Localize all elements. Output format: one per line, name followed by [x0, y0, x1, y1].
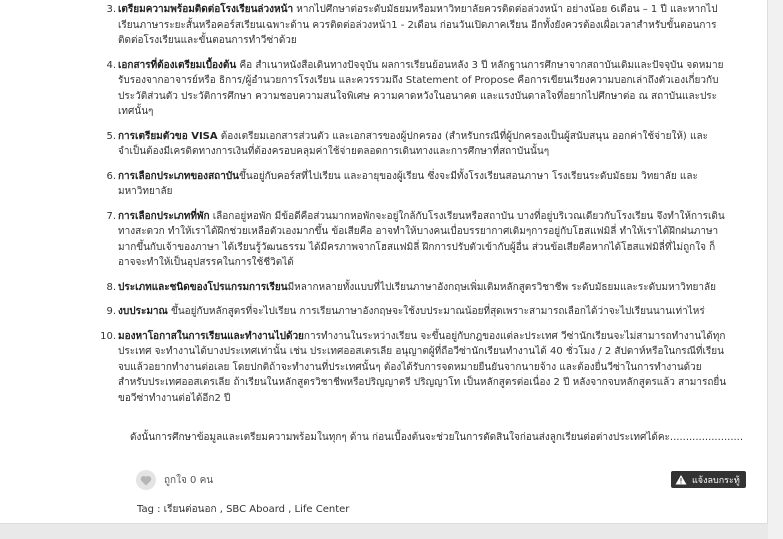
item-heading: เอกสารที่ต้องเตรียมเบื้องต้น	[118, 59, 237, 71]
item-body: ขึ้นอยู่กับคอร์สที่ไปเรียน และอายุของผู้เรียน ซึ่งจะมีทั้งโรงเรียนสอนภาษา โรงเรียนระดับมัธยม วิทยาลัย และมหาวิทยาลัย	[118, 170, 698, 197]
list-item	[106, 129, 730, 160]
like-section	[136, 470, 213, 490]
item-number: 7.	[106, 210, 116, 222]
list-item	[106, 169, 730, 200]
item-number: 6.	[106, 170, 116, 182]
item-number: 4.	[106, 59, 116, 71]
item-heading: เตรียมความพร้อมติดต่อโรงเรียนล่วงหน้า	[118, 4, 294, 15]
item-body: เลือกอยู่หอพัก มีข้อดีคือส่วนมากหอพักจะอยู่ใกล้กับโรงเรียนหรือสถาบัน บางที่อยู่บริเวณเดียวกับโรงเรียน จึงทำให้การเดินทางสะดวก ทำให้เราได้ฝึกช่วยเหลือตัวเองมากขึ้น ข้อเสียคือ อาจทำให้บางคนเบื่อบรรยากาศเดิมๆการอยู่กับโฮสแฟมิลี่ ทำให้เราได้ฝึกฝนภาษามากขึ้นกับเจ้าของภาษา ได้เรียนรู้วัฒนธรรม ได้มีครภาพจากโฮสแฟมิลี่ ฝึกการปรับตัวเข้ากับผู้อื่น ส่วนข้อเสียคือหากได้โฮสแฟมิลี่ที่ไม่ถูกใจ ก็อาจจะทำให้เป็นอุปสรรคในการใช้ชีวิตได้	[118, 210, 725, 268]
item-heading: ประเภทและชนิดของโปรแกรมการเรียน	[118, 281, 288, 293]
item-heading: การเลือกประเภทของสถาบัน	[118, 170, 240, 182]
warning-icon	[675, 474, 687, 486]
item-number: 8.	[106, 281, 116, 293]
tags-prefix: Tag :	[137, 504, 164, 515]
list-item	[106, 280, 730, 296]
item-heading: งบประมาณ	[118, 306, 168, 317]
item-number: 9.	[106, 306, 116, 317]
item-number: 3.	[106, 4, 116, 15]
report-post-button[interactable]	[671, 471, 746, 488]
report-label: แจ้งลบกระทู้	[692, 475, 740, 486]
item-body: หากไปศึกษาต่อระดับมัธยมหรือมหาวิทยาลัยควรติดต่อล่วงหน้า อย่างน้อย 6เดือน – 1 ปี และหากไปเรียนภาษาระยะสั้นหรือคอร์สเรียนเฉพาะด้าน ควรติดต่อล่วงหน้า1 - 2เดือน ก่อนวันเปิดภาคเรียน อีกทั้งยังควรต้องเผื่อเวลาสำหรับขั้นตอนการติดต่อโรงเรียนและขั้นตอนการทำวีซ่าด้วย	[118, 4, 718, 46]
item-number: 5.	[106, 130, 116, 142]
list-item	[106, 209, 730, 271]
item-body: ต้องเตรียมเอกสารส่วนตัว และเอกสารของผู้ปกครอง (สำหรับกรณีที่ผู้ปกครองเป็นผู้สนับสนุน ออกค่าใช้จ่ายให้) และจำเป็นต้องมีเครดิตทางการเงินที่ต้องครอบคลุมค่าใช้จ่ายตลอดการเดินทางและการศึกษาที่สถาบันนั้นๆ	[118, 130, 708, 157]
page-scrollbar[interactable]	[768, 0, 783, 539]
like-button[interactable]	[136, 470, 156, 490]
item-body: การทำงานในระหว่างเรียน จะขึ้นอยู่กับกฎของแต่ละประเทศ วีซ่านักเรียนจะไม่สามารถทำงานได้ทุกประเทศ จะทำงานได้บางประเทศเท่านั้น เช่น ประเทศออสเตรเลีย อนุญาตผู้ที่ถือวีซ่านักเรียนทำงานได้ 40 ชั่วโมง / 2 สัปดาห์หรือในกรณีที่เรียนจบแล้วอยากทำงานต่อเลย โดยปกติถ้าจะทำงานที่ประเทศนั้นๆ ต้องได้รับการจดหมายยืนยันจากนายจ้าง และต้องยื่นวีซ่าในการทำงานด้วย สำหรับประเทศออสเตรเลีย ถ้าเรียนในหลักสูตรวิชาชีพหรือปริญญาตรี ปริญญาโท เป็นหลักสูตรต่อเนื่อง 2 ปี หลังจากจบหลักสูตรแล้ว สามารถยื่นขอวีซ่าทำงานต่อได้อีก2 ปี	[118, 330, 727, 404]
item-heading: การเลือกประเภทที่พัก	[118, 210, 210, 222]
tags-line	[137, 502, 349, 517]
item-body: ขึ้นอยู่กับหลักสูตรที่จะไปเรียน การเรียนภาษาอังกฤษจะใช้งบประมาณน้อยที่สุดเพราะสามารถเลือกได้ว่าจะไปเรียนนานเท่าไหร่	[167, 306, 705, 317]
list-item	[106, 58, 730, 120]
like-count-label: ถูกใจ 0 คน	[164, 474, 214, 486]
tips-list	[100, 2, 730, 415]
item-number: 10.	[100, 330, 116, 342]
conclusion-text: ดังนั้นการศึกษาข้อมูลและเตรียมความพร้อมในทุกๆ ด้าน ก่อนเบื้องต้นจะช่วยในการตัดสินใจก่อนส่งลูกเรียนต่อต่างประเทศได้คะ.......................	[130, 432, 744, 443]
item-body: คือ สำเนาหนังสือเดินทางปัจจุบัน ผลการเรียนย้อนหลัง 3 ปี หลักฐานการศึกษาจากสถาบันเดิมและปัจจุบัน จดหมายรับรองจากอาจารย์หรือ ธิการ/ผู้อำนวยการโรงเรียน และควรรวมถึง Statement of Propose คือการเขียนเรียงความบอกเล่าถึงตัวเองเกี่ยวกับประวัติส่วนตัว ประวัติการศึกษา ความชอบความสนใจพิเศษ ความคาดหวังในอนาคต และแรงบันดาลใจที่อยากไปศึกษาต่อ ณ สถาบันและประเทศนั้นๆ	[118, 59, 724, 117]
item-body: มีหลากหลายทั้งแบบที่ไปเรียนภาษาอังกฤษเพิ่มเติมหลักสูตรวิชาชีพ ระดับมัธยมและระดับมหาวิทยาลัย	[287, 281, 716, 293]
tags-list[interactable]: เรียนต่อนอก , SBC Aboard , Life Center	[163, 504, 350, 515]
list-item	[106, 2, 730, 49]
item-heading: มองหาโอกาสในการเรียนและทำงานไปด้วย	[118, 330, 304, 342]
list-item	[106, 304, 730, 320]
item-heading: การเตรียมตัวขอ VISA	[118, 130, 218, 142]
list-item	[100, 329, 730, 407]
heart-icon	[140, 475, 152, 486]
